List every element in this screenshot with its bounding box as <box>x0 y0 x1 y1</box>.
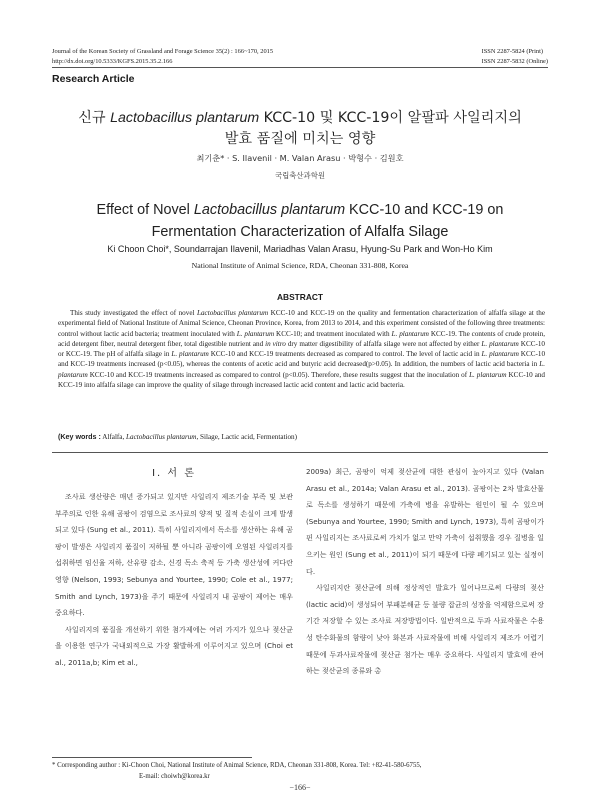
body-column-right <box>306 464 544 680</box>
body-column-left <box>55 489 293 672</box>
english-authors: Ki Choon Choi*, Soundarrajan Ilavenil, Mariadhas Valan Arasu, Hyung-Su Park and Won-Ho Kim <box>107 244 493 254</box>
english-title: Effect of Novel Lactobacillus plantarum KCC-10 and KCC-19 on Fermentation Characterization of Alfalfa Silage <box>96 202 504 240</box>
paragraph: 2009a) 최근, 곰팡이 억제 젖산균에 대한 관심이 높아지고 있다 (Valan Arasu et al., 2014a; Valan Arasu et al., 2013). 곰팡이는 2차 발효산물로 독소를 생성하기 때문에 가축에 병을 유발하는 원인이 될 수 있으며 (Sebunya and Yourtee, 1990; Smith and Lynch, 1973), 특히 곰팡이가 핀 사일리지는 조사료로써 가치가 없고 만약 가축이 섭취했을 경우 질병을 일으키는 원인 (Sung et al., 2011)이 되기 때문에 다량 폐기되고 있는 실정이다. <box>306 467 544 576</box>
abstract-heading: ABSTRACT <box>276 292 324 302</box>
journal-citation: Journal of the Korean Society of Grassland and Forage Science 35(2) : 166~170, 2015 <box>52 48 274 55</box>
korean-authors: 최기춘* · S. Ilavenil · M. Valan Arasu · 박형수 · 김원호 <box>196 153 404 163</box>
corresponding-author: * Corresponding author : Ki-Choon Choi, National Institute of Animal Science, RDA, Cheonan 331-808, Korea. Tel: +82-41-580-6755, E-mail: choiwh@korea.kr <box>52 760 552 782</box>
issn-print: ISSN 2287-5824 (Print) <box>481 48 544 55</box>
article-type: Research Article <box>52 73 135 85</box>
paragraph: 사일리지란 젖산균에 의해 정상적인 발효가 일어나므로써 다량의 젖산 (lactic acid)이 생성되어 부패분해균 등 불량 잡균의 성장을 억제함으로써 장기간 저장할 수 있는 조사료 저장방법이다. 일반적으로 두과 사료작물은 수용성 탄수화물의 함량이 낮아 화본과 사료작물에 비해 사일리지 제조가 어렵기 때문에 두과사료작물에 젖산균 첨가는 매우 중요하다. 사일리지 발효에 관여하는 젖산균의 종류와 총 <box>306 583 544 676</box>
korean-title: 신규 Lactobacillus plantarum KCC-10 및 KCC-19이 알팔파 사일리지의 발효 품질에 미치는 영향 <box>78 110 522 147</box>
author-email[interactable]: E-mail: choiwh@korea.kr <box>139 773 210 780</box>
korean-institution: 국립축산과학원 <box>275 171 325 180</box>
paragraph: 조사료 생산량은 매년 증가되고 있지만 사일리지 제조기술 부족 및 보관 부주의로 인한 유해 곰팡이 검염으로 조사료의 양적 및 질적 손실이 크게 발생되고 있다 (Sung et al., 2011). 특히 사일리지에서 독소를 생산하는 유해 곰팡이 발생은 사일리지 품질이 저하될 뿐 아니라 곰팡이에 오염된 사일리지를 섭취하면 임신율 저하, 산유량 감소, 신경 독소 축적 등 가축 생산성에 커다란 영향 (Nelson, 1993; Sebunya and Yourtee, 1990; Cole et al., 1977; Smith and Lynch, 1973)을 주기 때문에 사일리지 내 곰팡이 제어는 매우 중요하다. <box>55 492 293 618</box>
abstract-body: This study investigated the effect of novel Lactobacillus plantarum KCC-10 and KCC-19 on the quality and fermentation characterization of alfalfa silage at the experimental field of National Institute of Animal Science, Cheonan Province, Korea, from 2013 to 2014, and this experiment consisted of the following three treatments: control without lactic acid bacteria; treatment inoculated with L. plantarum KCC-10; and treatment inoculated with L. plantarum KCC-19. The contents of crude protein, acid detergent fiber, neutral detergent fiber, total digestible nutrient and in vitro dry matter digestibility of alfalfa silage were not affected by either L. plantarum KCC-10 or KCC-19. The pH of alfalfa silage in L. plantarum KCC-10 and KCC-19 treatments decreased as compared to control. The level of lactic acid in L. plantarum KCC-10 and KCC-19 treatments increased (p<0.05), whereas the contents of acetic acid and butyric acid decreased(p>0.05). In addition, the numbers of lactic acid bacteria in L. plantarum KCC-10 and KCC-19 treatments increased as compared to control (p<0.05). Therefore, these results suggest that the inoculation of L. plantarum KCC-10 and KCC-19 into alfalfa silage can improve the quality of silage through increased lactic acid content and lactic acid bacteria. <box>58 309 546 390</box>
english-institution: National Institute of Animal Science, RDA, Cheonan 331-808, Korea <box>191 261 409 270</box>
section-heading: Ⅰ. 서 론 <box>152 468 196 479</box>
issn-block <box>482 47 548 67</box>
issn-online: ISSN 2287-5832 (Online) <box>481 58 548 65</box>
doi-link[interactable]: http://dx.doi.org/10.5333/KGFS.2015.35.2.166 <box>52 58 173 65</box>
page-number: −166− <box>289 783 311 792</box>
keywords: (Key words : Alfalfa, Lactobacillus plantarum, Silage, Lactic acid, Fermentation) <box>58 433 297 441</box>
paragraph: 사일리지의 품질을 개선하기 위한 첨가제에는 여러 가지가 있으나 젖산균을 이용한 연구가 국내외적으로 가장 활발하게 이루어지고 있으며 (Choi et al., 2011a,b; Kim et al., <box>55 624 293 667</box>
header-rule <box>52 67 548 68</box>
journal-header <box>52 47 273 67</box>
abstract-rule <box>52 452 548 453</box>
footnote-rule <box>52 757 252 758</box>
